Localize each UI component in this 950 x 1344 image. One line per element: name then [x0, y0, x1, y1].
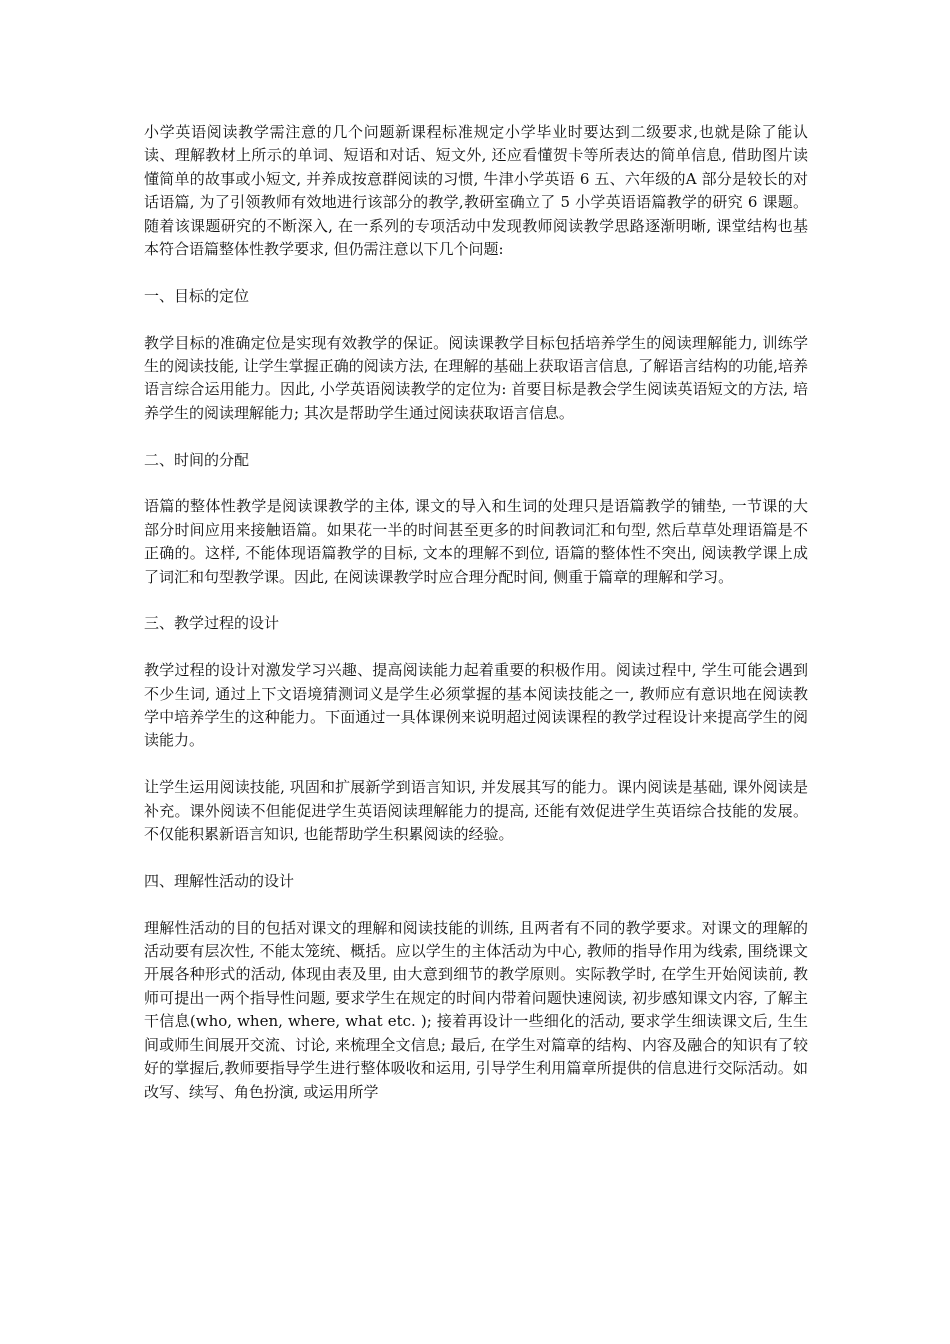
intro-paragraph: 小学英语阅读教学需注意的几个问题新课程标准规定小学毕业时要达到二级要求,也就是除了能认读、理解教材上所示的单词、短语和对话、短文外, 还应看懂贺卡等所表达的简单信息, 借助图片读懂简单的故事或小短文, 并养成按意群阅读的习惯, 牛津小学英语 6 五、六年级的A 部分是较长的对话语篇, 为了引领教师有效地进行该部分的教学,教研室确立了 5 小学英语语篇教学的研究 6 课题。随着该课题研究的不断深入, 在一系列的专项活动中发现教师阅读教学思路逐渐明晰, 课堂结构也基本符合语篇整体性教学要求, 但仍需注意以下几个问题:: [144, 123, 808, 259]
time-paragraph: 语篇的整体性教学是阅读课教学的主体, 课文的导入和生词的处理只是语篇教学的铺垫, 一节课的大部分时间应用来接触语篇。如果花一半的时间甚至更多的时间教词汇和句型, 然后草草处理语篇是不正确的。这样, 不能体现语篇教学的目标, 文本的理解不到位, 语篇的整体性不突出, 阅读教学课上成了词汇和句型教学课。因此, 在阅读课教学时应合理分配时间, 侧重于篇章的理解和学习。: [144, 497, 808, 586]
activities-paragraph: 理解性活动的目的包括对课文的理解和阅读技能的训练, 且两者有不同的教学要求。对课文的理解的活动要有层次性, 不能太笼统、概括。应以学生的主体活动为中心, 教师的指导作用为线索, 围绕课文开展各种形式的活动, 体现由表及里, 由大意到细节的教学原则。实际教学时, 在学生开始阅读前, 教师可提出一两个指导性问题, 要求学生在规定的时间内带着问题快速阅读, 初步感知课文内容, 了解主干信息(who, when, where, what etc. ); 接着再设计一些细化的活动, 要求学生细读课文后, 生生间或师生间展开交流、讨论, 来梳理全文信息; 最后, 在学生对篇章的结构、内容及融合的知识有了较好的掌握后,教师要指导学生进行整体吸收和运用, 引导学生利用篇章所提供的信息进行交际活动。如改写、续写、角色扮演, 或运用所学: [144, 918, 808, 1101]
document-page: [144, 121, 808, 1127]
section-heading-process: 三、教学过程的设计: [144, 614, 280, 633]
process-paragraph: 教学过程的设计对激发学习兴趣、提高阅读能力起着重要的积极作用。阅读过程中, 学生可能会遇到不少生词, 通过上下文语境猜测词义是学生必须掌握的基本阅读技能之一, 教师应有意识地在阅读教学中培养学生的这种能力。下面通过一具体课例来说明超过阅读课程的教学过程设计来提高学生的阅读能力。: [144, 661, 808, 750]
section-heading-time: 二、时间的分配: [144, 450, 250, 469]
goal-paragraph: 教学目标的准确定位是实现有效教学的保证。阅读课教学目标包括培养学生的阅读理解能力, 训练学生的阅读技能, 让学生掌握正确的阅读方法, 在理解的基础上获取语言信息, 了解语言结构的功能,培养语言综合运用能力。因此, 小学英语阅读教学的定位为: 首要目标是教会学生阅读英语短文的方法, 培养学生的阅读理解能力; 其次是帮助学生通过阅读获取语言信息。: [144, 333, 808, 422]
skills-paragraph: 让学生运用阅读技能, 巩固和扩展新学到语言知识, 并发展其写的能力。课内阅读是基础, 课外阅读是补充。课外阅读不但能促进学生英语阅读理解能力的提高, 还能有效促进学生英语综合技能的发展。不仅能积累新语言知识, 也能帮助学生积累阅读的经验。: [144, 778, 808, 844]
section-heading-activities: 四、理解性活动的设计: [144, 871, 295, 890]
section-heading-goal: 一、目标的定位: [144, 286, 250, 305]
